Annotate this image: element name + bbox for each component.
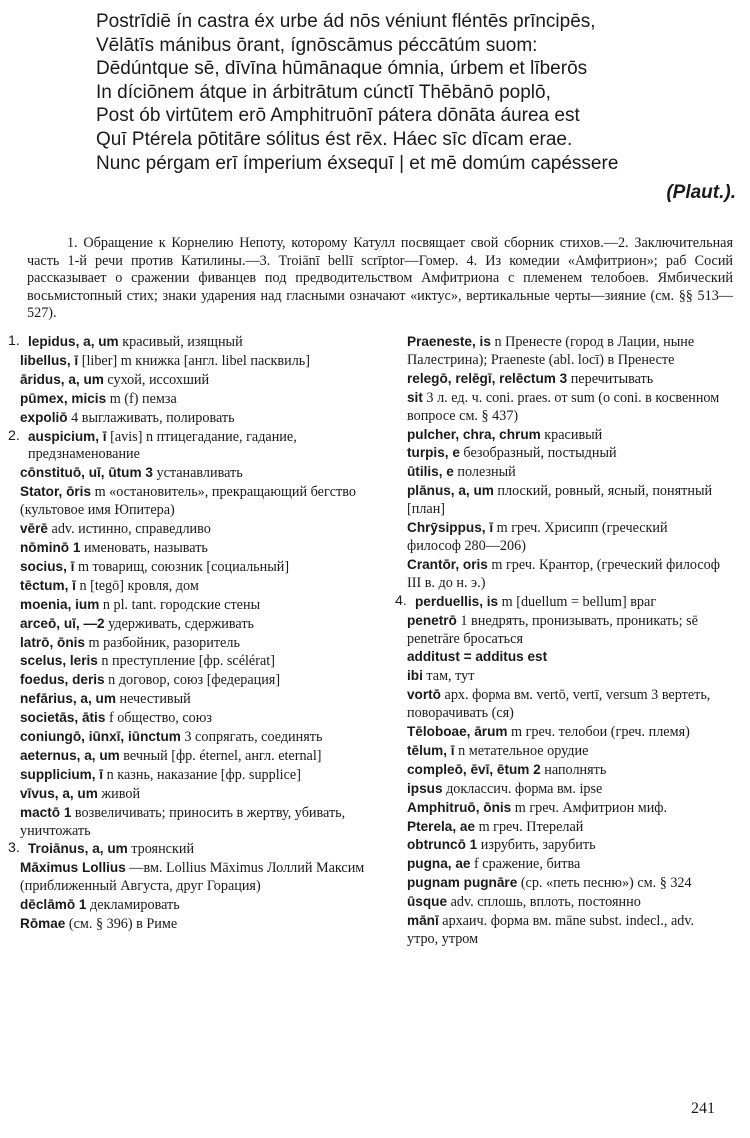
vocabulary-entry bbox=[8, 371, 370, 390]
entry-definition: вечный [фр. éternel, англ. eternal] bbox=[123, 747, 322, 764]
entry-definition: n Пренесте (город в Лации, ныне Палестрина); Praeneste (abl. locī) в Пренесте bbox=[407, 334, 695, 368]
poem-line: Dēdúntque sē, dīvīna hūmānaque ómnia, úrbem et līberōs bbox=[96, 58, 588, 80]
poem-line: In díciōnem átque in árbitrātum cúnctī Thēbānō poplō, bbox=[96, 81, 551, 103]
vocabulary-entry bbox=[395, 893, 723, 912]
entry-definition: m греч. Птерелай bbox=[478, 818, 584, 835]
vocabulary-entry bbox=[8, 333, 370, 352]
entry-definition: именовать, называть bbox=[83, 539, 208, 556]
entry-headword: Amphitruō, ōnis bbox=[407, 799, 512, 815]
entry-definition: живой bbox=[101, 785, 141, 802]
entry-headword: Troiānus, a, um bbox=[28, 841, 128, 857]
entry-definition: m греч. Хрисипп (греческий философ 280—206) bbox=[407, 520, 668, 554]
entry-definition: —вм. Lollius Māximus Лоллий Максим (приближенный Августа, друг Горация) bbox=[20, 860, 365, 895]
vocabulary-entry bbox=[8, 615, 370, 634]
poem-author: (Plaut.). bbox=[666, 182, 736, 204]
entry-definition: n метательное орудие bbox=[458, 742, 589, 759]
entry-headword: mactō 1 bbox=[20, 804, 72, 820]
entry-number: 1. bbox=[8, 333, 20, 349]
entry-definition: n pl. tant. городские стены bbox=[102, 596, 261, 613]
vocabulary-entry bbox=[395, 593, 723, 612]
vocabulary-entry bbox=[8, 859, 370, 896]
vocabulary-entry bbox=[8, 520, 370, 539]
vocabulary-entry bbox=[395, 519, 723, 556]
entry-headword: aeternus, a, um bbox=[20, 747, 120, 763]
entry-definition: красивый bbox=[544, 426, 603, 443]
entry-headword: pulcher, chra, chrum bbox=[407, 426, 541, 442]
entry-headword: expoliō bbox=[20, 409, 68, 425]
vocabulary-entry bbox=[395, 667, 723, 686]
entry-definition: там, тут bbox=[426, 668, 475, 685]
entry-headword: cōnstituō, uī, ūtum 3 bbox=[20, 465, 153, 481]
entry-headword: compleō, ēvī, ētum 2 bbox=[407, 761, 541, 777]
entry-definition: доклассич. форма вм. ipse bbox=[446, 780, 603, 797]
vocabulary-entry bbox=[8, 596, 370, 615]
entry-headword: Crantōr, oris bbox=[407, 556, 488, 572]
vocabulary-entry bbox=[8, 785, 370, 804]
entry-definition: m греч. телобои (греч. племя) bbox=[511, 724, 690, 741]
vocabulary-entry bbox=[395, 333, 723, 370]
vocabulary-entry bbox=[8, 804, 370, 841]
entry-headword: Chrȳsippus, ī bbox=[407, 520, 494, 536]
poem-line: Vēlātīs mánibus ōrant, ígnōscāmus péccātúm suom: bbox=[96, 34, 538, 56]
entry-definition: 1 внедрять, пронизывать, проникать; sē penetrāre бросаться bbox=[407, 612, 698, 647]
vocabulary-entry bbox=[395, 855, 723, 874]
vocabulary-entry bbox=[395, 389, 723, 426]
vocabulary-entry bbox=[395, 444, 723, 463]
entry-definition: плоский, ровный, ясный, понятный [план] bbox=[407, 483, 713, 518]
entry-headword: arceō, uī, —2 bbox=[20, 615, 105, 631]
vocabulary-entry bbox=[395, 723, 723, 742]
entry-headword: socius, ī bbox=[20, 558, 75, 574]
entry-definition: 3 л. ед. ч. coni. praes. от sum (о coni. в косвенном вопросе см. § 437) bbox=[407, 389, 720, 424]
entry-headword: pugna, ae bbox=[407, 856, 471, 872]
vocabulary-entry bbox=[8, 840, 370, 859]
entry-headword: libellus, ī bbox=[20, 352, 79, 368]
vocabulary-entry bbox=[395, 463, 723, 482]
entry-headword: ūsque bbox=[407, 894, 448, 910]
entry-definition: m товарищ, союзник [социальный] bbox=[77, 558, 290, 575]
entry-definition: m «остановитель», прекращающий бегство (культовое имя Юпитера) bbox=[20, 484, 356, 519]
entry-definition: n преступление [фр. scélérat] bbox=[101, 653, 275, 670]
entry-definition: перечитывать bbox=[570, 370, 654, 387]
vocabulary-entry bbox=[395, 426, 723, 445]
entry-headword: vortō bbox=[407, 687, 441, 703]
entry-headword: pugnam pugnāre bbox=[407, 875, 518, 891]
vocabulary-entry bbox=[395, 556, 723, 593]
entry-definition: архаич. форма вм. māne subst. indecl., adv. утро, утром bbox=[407, 913, 695, 947]
vocabulary-entry bbox=[395, 686, 723, 723]
vocabulary-entry bbox=[395, 370, 723, 389]
entry-definition: adv. сплошь, вплоть, постоянно bbox=[450, 894, 641, 911]
vocabulary-entry bbox=[8, 409, 370, 428]
entry-definition: 4 выглаживать, полировать bbox=[71, 409, 235, 426]
entry-headword: lepidus, a, um bbox=[28, 334, 119, 349]
entry-headword: Pterela, ae bbox=[407, 818, 476, 834]
entry-definition: безобразный, постыдный bbox=[463, 445, 617, 462]
vocabulary-entry bbox=[395, 836, 723, 855]
vocabulary-entry bbox=[8, 464, 370, 483]
entry-number: 4. bbox=[395, 592, 407, 609]
poem-line: Postrīdiē ín castra éx urbe ád nōs véniunt fléntēs prīncipēs, bbox=[96, 11, 596, 32]
vocabulary-entry bbox=[8, 539, 370, 558]
entry-headword: relegō, relēgī, relēctum 3 bbox=[407, 370, 568, 386]
page-number: 241 bbox=[691, 1100, 715, 1117]
entry-headword: tēlum, ī bbox=[407, 742, 455, 758]
entry-definition: изрубить, зарубить bbox=[480, 837, 596, 854]
poem-line: Post ób virtūtem erō Amphitruōnī pátera dōnāta áurea est bbox=[96, 105, 580, 127]
entry-headword: pūmex, micis bbox=[20, 390, 107, 406]
entry-definition: n [tegō] кровля, дом bbox=[79, 577, 199, 594]
entry-definition: m греч. Амфитрион миф. bbox=[514, 799, 668, 816]
vocabulary-entry bbox=[8, 652, 370, 671]
entry-number: 2. bbox=[8, 427, 20, 444]
entry-headword: sit bbox=[407, 389, 423, 405]
poem bbox=[96, 10, 736, 205]
entry-definition: f общество, союз bbox=[108, 710, 212, 727]
vocabulary-entry bbox=[8, 390, 370, 409]
entry-headword: foedus, deris bbox=[20, 672, 105, 688]
vocabulary-entry bbox=[8, 915, 370, 934]
entry-definition: m греч. Крантор, (греческий философ III в. до н. э.) bbox=[407, 556, 720, 591]
vocabulary-entry bbox=[395, 761, 723, 780]
entry-definition: n договор, союз [федерация] bbox=[108, 672, 281, 689]
entry-headword: tēctum, ī bbox=[20, 577, 76, 593]
entry-headword: societās, ātis bbox=[20, 710, 106, 726]
entry-headword: dēclāmō 1 bbox=[20, 897, 87, 913]
entry-headword: turpis, e bbox=[407, 445, 460, 461]
entry-headword: nefārius, a, um bbox=[20, 691, 116, 707]
entry-headword: moenia, ium bbox=[20, 596, 100, 612]
entry-headword: Māximus Lollius bbox=[20, 860, 126, 876]
entry-definition: сухой, иссохший bbox=[107, 371, 210, 388]
entry-definition: арх. форма вм. vertō, vertī, versum 3 вертеть, поворачивать (ся) bbox=[407, 687, 711, 722]
entry-definition: f сражение, битва bbox=[474, 856, 581, 873]
entry-headword: coniungō, iūnxī, iūnctum bbox=[20, 729, 181, 745]
entry-definition: полезный bbox=[457, 464, 516, 481]
vocabulary-entry bbox=[8, 690, 370, 709]
entry-headword: perduellis, is bbox=[415, 593, 499, 609]
vocabulary-entry bbox=[395, 648, 723, 667]
vocabulary-entry bbox=[8, 766, 370, 785]
entry-headword: supplicium, ī bbox=[20, 766, 104, 782]
vocabulary-entry bbox=[8, 896, 370, 915]
entry-headword: vīvus, a, um bbox=[20, 785, 98, 801]
entry-headword: scelus, leris bbox=[20, 653, 98, 669]
vocabulary-right-column bbox=[395, 333, 723, 949]
entry-headword: auspicium, ī bbox=[28, 428, 107, 444]
vocabulary-entry bbox=[8, 577, 370, 596]
entry-number: 3. bbox=[8, 840, 20, 857]
entry-headword: ibi bbox=[407, 668, 423, 684]
entry-headword: Rōmae bbox=[20, 916, 66, 932]
vocabulary-entry bbox=[8, 709, 370, 728]
entry-headword: penetrō bbox=[407, 612, 457, 628]
vocabulary-entry bbox=[395, 742, 723, 761]
entry-definition: [liber] m книжка [англ. libel пасквиль] bbox=[81, 352, 310, 369]
vocabulary-entry bbox=[8, 428, 370, 465]
entry-definition: m разбойник, разоритель bbox=[88, 634, 240, 651]
entry-headword: āridus, a, um bbox=[20, 371, 104, 387]
entry-definition: (см. § 396) в Риме bbox=[68, 916, 178, 933]
entry-headword: ipsus bbox=[407, 780, 443, 796]
entry-headword: Praeneste, is bbox=[407, 334, 491, 349]
vocabulary-entry bbox=[395, 874, 723, 893]
entry-headword: Stator, ōris bbox=[20, 484, 92, 500]
entry-definition: m [duellum = bellum] враг bbox=[501, 593, 657, 610]
entry-headword: latrō, ōnis bbox=[20, 634, 85, 650]
vocabulary-entry bbox=[395, 780, 723, 799]
entry-headword: ūtilis, e bbox=[407, 464, 454, 480]
entry-definition: нечестивый bbox=[119, 691, 191, 708]
footnotes-text: 1. Обращение к Корнелию Непоту, которому Катулл посвящает свой сборник стихов.—2. Заключительная часть 1-й речи против Катилины.—3. Troiānī bellī scrīptor—Гомер. 4. Из комедии «Амфитрион»; раб Сосий рассказывает о сражении фиванцев под предводительством Амфитриона с племенем телобоев. Ямбический восьмистопный стих; знаки ударения над гласными означают «иктус», вертикальные черты—зияние (см. §§ 513—527). bbox=[27, 235, 733, 322]
entry-definition: красивый, изящный bbox=[122, 334, 243, 350]
vocabulary-entry bbox=[8, 747, 370, 766]
vocabulary-entry bbox=[395, 612, 723, 649]
entry-headword: obtruncō 1 bbox=[407, 837, 478, 853]
vocabulary-entry bbox=[395, 482, 723, 519]
vocabulary-entry bbox=[8, 352, 370, 371]
entry-definition: [avis] n птицегадание, гадание, предзнаменование bbox=[28, 428, 297, 463]
vocabulary-entry bbox=[8, 558, 370, 577]
vocabulary-entry bbox=[8, 483, 370, 520]
entry-definition: устанавливать bbox=[156, 465, 243, 482]
entry-definition: удерживать, сдерживать bbox=[108, 615, 254, 632]
entry-headword: plānus, a, um bbox=[407, 483, 494, 499]
entry-headword: additust = additus est bbox=[407, 649, 548, 665]
vocabulary-entry bbox=[395, 799, 723, 818]
footnotes bbox=[27, 235, 733, 323]
poem-line: Nunc pérgam erī ímperium éxsequī | et mē domúm capéssere bbox=[96, 152, 619, 174]
entry-definition: m (f) пемза bbox=[109, 390, 177, 407]
entry-definition: (ср. «петь песню») см. § 324 bbox=[520, 875, 692, 892]
vocabulary-entry bbox=[8, 728, 370, 747]
poem-line: Quī Ptérela pōtitāre sólitus ést rēx. Háec sīc dīcam erae. bbox=[96, 128, 573, 150]
vocabulary-left-column bbox=[8, 333, 370, 934]
entry-headword: Tēloboae, ārum bbox=[407, 724, 508, 740]
entry-headword: nōminō 1 bbox=[20, 539, 81, 555]
entry-definition: троянский bbox=[131, 841, 195, 858]
entry-headword: vērē bbox=[20, 521, 48, 537]
entry-definition: декламировать bbox=[90, 897, 180, 914]
entry-definition: n казнь, наказание [фр. supplice] bbox=[106, 766, 301, 783]
vocabulary-entry bbox=[395, 912, 723, 949]
entry-headword: mānī bbox=[407, 913, 439, 929]
vocabulary-entry bbox=[8, 634, 370, 653]
entry-definition: наполнять bbox=[544, 761, 607, 778]
vocabulary-entry bbox=[395, 818, 723, 837]
vocabulary-entry bbox=[8, 671, 370, 690]
entry-definition: adv. истинно, справедливо bbox=[51, 521, 211, 538]
entry-definition: возвеличивать; приносить в жертву, убивать, уничтожать bbox=[20, 804, 346, 839]
entry-definition: 3 сопрягать, соединять bbox=[184, 729, 323, 746]
